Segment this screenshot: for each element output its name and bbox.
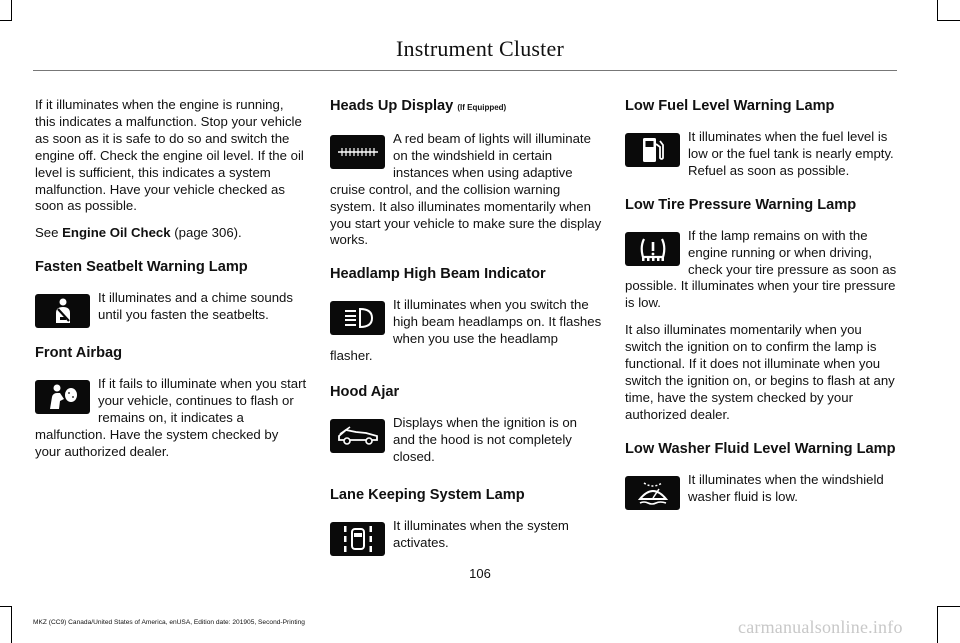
- tire-text-2: It also illuminates momentarily when you switch the ignition on to confirm the lamp is functional. If it does not illuminate when you switch the ignition on, or begins to flash at any time, have the system checked by your authorized dealer.: [625, 322, 895, 422]
- column-2: [330, 97, 602, 562]
- lane-entry: [330, 518, 602, 552]
- tire-entry: [625, 228, 897, 313]
- washer-text: It illuminates when the windshield washer fluid is low.: [688, 471, 884, 504]
- crop-mark-bottom-left-v: [11, 606, 12, 643]
- high-beam-icon: [330, 301, 385, 335]
- column-1: [35, 97, 307, 471]
- hood-text: Displays when the ignition is on and the hood is not completely closed.: [393, 414, 577, 464]
- tire-pressure-icon: [625, 232, 680, 266]
- crop-mark-top-left-v: [11, 0, 12, 20]
- fuel-text: It illuminates when the fuel level is low or the fuel tank is nearly empty. Refuel as soon as possible.: [688, 129, 894, 178]
- airbag-text: If it fails to illuminate when you start your vehicle, continues to flash or remains on, it indicates a malfunction. Have the system checked by your authorized dealer.: [35, 376, 307, 459]
- washer-fluid-icon: [625, 476, 680, 510]
- see-prefix: See: [35, 225, 63, 241]
- airbag-icon: [35, 380, 90, 414]
- seatbelt-entry: [35, 290, 307, 324]
- airbag-heading: Front Airbag: [35, 345, 123, 362]
- washer-heading: Low Washer Fluid Level Warning Lamp: [625, 440, 896, 457]
- seatbelt-icon: [35, 294, 90, 328]
- fuel-entry: [625, 129, 897, 180]
- fuel-heading: Low Fuel Level Warning Lamp: [625, 98, 835, 114]
- engine-oil-check-link[interactable]: Engine Oil Check: [62, 225, 171, 241]
- crop-mark-top-left-h: [0, 20, 12, 21]
- hood-heading: Hood Ajar: [330, 383, 400, 400]
- hud-entry: [330, 131, 602, 249]
- high-beam-text: It illuminates when you switch the high beam headlamps on. It flashes when you use the headlamp flasher.: [330, 297, 602, 364]
- hud-heading: [330, 97, 602, 117]
- see-reference: [35, 225, 307, 242]
- lane-text: It illuminates when the system activates.: [393, 517, 569, 550]
- see-suffix: (page 306).: [170, 225, 242, 241]
- tire-text: If the lamp remains on with the engine running or when driving, check your tire pressure as soon as possible. It illuminates when your tire pressure is low.: [625, 227, 897, 311]
- high-beam-heading: Headlamp High Beam Indicator: [330, 266, 546, 283]
- hud-qualifier: (If Equipped): [457, 103, 507, 112]
- crop-mark-bottom-right-v: [937, 606, 938, 643]
- seatbelt-heading: Fasten Seatbelt Warning Lamp: [35, 259, 248, 276]
- crop-mark-top-right-v: [937, 0, 938, 20]
- header-divider: [33, 70, 897, 71]
- column-3: [625, 97, 897, 516]
- hud-text: A red beam of lights will illuminate on the windshield in certain instances when using adaptive cruise control, and the collision warning system. It also illuminates momentarily when you start your vehicle to make sure the display works.: [330, 131, 602, 248]
- watermark: carmanualsonline.info: [738, 617, 903, 637]
- intro-paragraph: If it illuminates when the engine is running, this indicates a malfunction. Stop your vehicle as soon as it is safe to do so and switch the engine off. Check the engine oil level. If the oil level is sufficient, this indicates a system malfunction. Have your vehicle checked as soon as possible.: [35, 97, 304, 214]
- crop-mark-bottom-right-h: [937, 606, 960, 607]
- hood-entry: [330, 415, 602, 466]
- tire-heading: Low Tire Pressure Warning Lamp: [625, 196, 857, 213]
- washer-entry: [625, 472, 897, 506]
- footer-edition: MKZ (CC9) Canada/United States of America, enUSA, Edition date: 201905, Second-Printing: [33, 619, 305, 626]
- lane-heading: Lane Keeping System Lamp: [330, 486, 525, 503]
- crop-mark-bottom-left-h: [0, 606, 12, 607]
- hud-title: Heads Up Display: [330, 98, 454, 114]
- page-number: 106: [469, 566, 491, 581]
- heads-up-display-icon: [330, 135, 385, 169]
- page-title: Instrument Cluster: [396, 36, 564, 61]
- crop-mark-top-right-h: [937, 20, 960, 21]
- high-beam-entry: [330, 297, 602, 365]
- hood-ajar-icon: [330, 419, 385, 453]
- lane-keeping-icon: [330, 522, 385, 556]
- airbag-entry: [35, 376, 307, 461]
- seatbelt-text: It illuminates and a chime sounds until you fasten the seatbelts.: [98, 290, 293, 323]
- fuel-pump-icon: [625, 133, 680, 167]
